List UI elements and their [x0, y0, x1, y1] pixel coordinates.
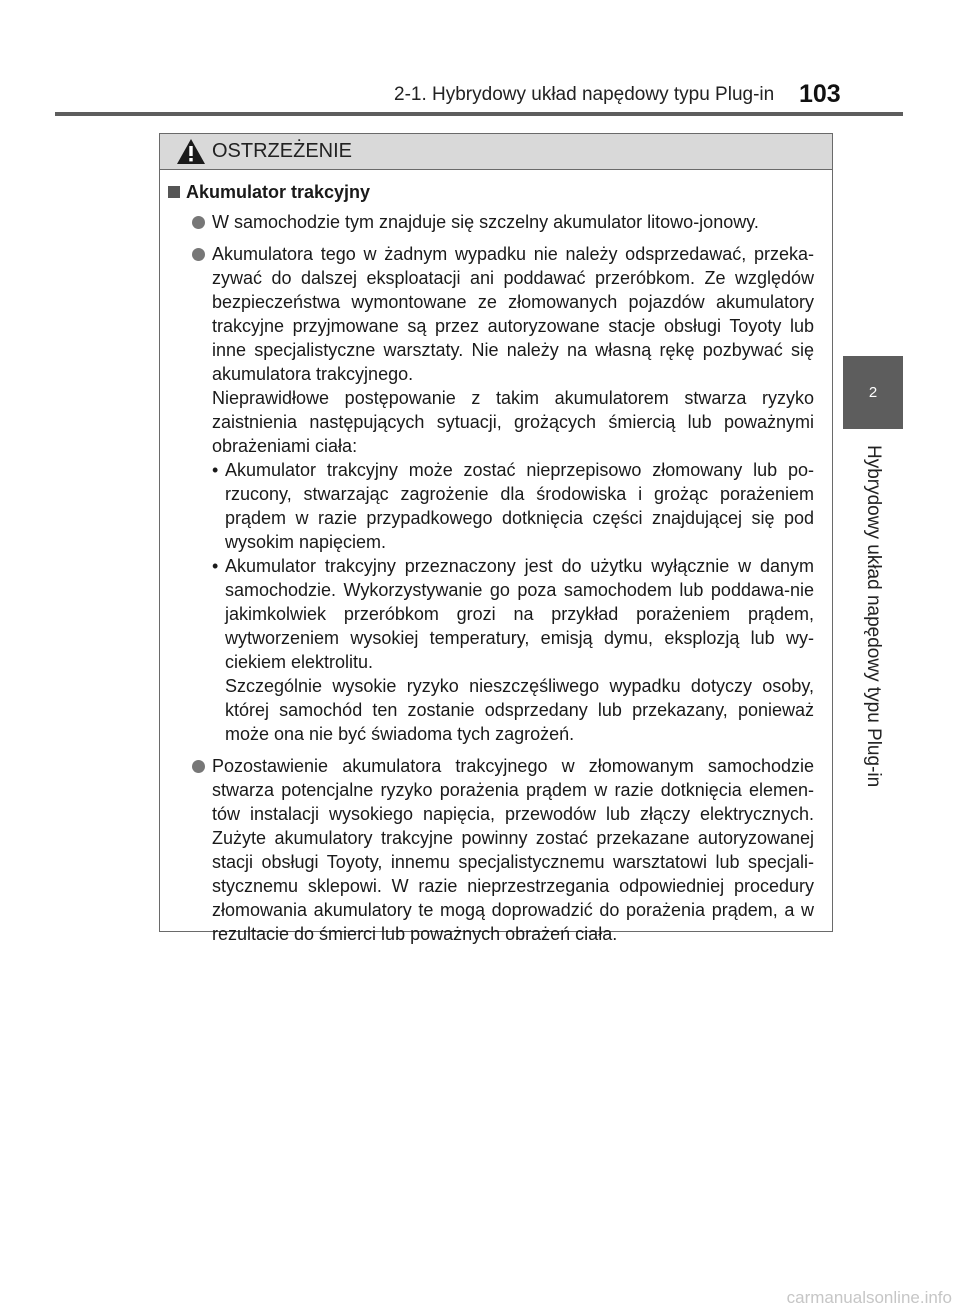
section-title-text: Akumulator trakcyjny [186, 182, 371, 202]
warning-triangle-icon [176, 138, 206, 165]
chapter-side-title: Hybrydowy układ napędowy typu Plug-in [863, 445, 884, 788]
round-bullet-icon [192, 760, 205, 773]
warning-label: OSTRZEŻENIE [212, 140, 353, 162]
watermark: carmanualsonline.info [786, 1288, 952, 1307]
item-text-continued: Nieprawidłowe postępowanie z takim akumulatorem stwarza ryzyko zaistnienia następujących sytuacji, grożących śmiercią lub poważnymi obrażeniami ciała: [212, 388, 814, 456]
item-text: Akumulatora tego w żadnym wypadku nie należy odsprzedawać, przeka-zywać do dalszej eksploatacji ani poddawać przeróbkom. Ze względów bezpieczeństwa wymontowane ze złomowanych pojazdów akumulatory trakcyjne przyjmowane są przez autoryzowane stacje obsługi Toyoty lub inne specjalistyczne warsztaty. Nie należy na własną rękę pozbywać się akumulatora trakcyjnego. [212, 244, 814, 384]
item-text: W samochodzie tym znajduje się szczelny akumulator litowo-jonowy. [212, 212, 759, 232]
square-bullet-icon [168, 186, 180, 198]
section-title [168, 180, 814, 204]
sub-item [212, 458, 814, 554]
warning-header [160, 134, 832, 170]
round-bullet-icon [192, 216, 205, 229]
warning-box [159, 133, 833, 944]
page-header-title: 2-1. Hybrydowy układ napędowy typu Plug-in [394, 84, 775, 105]
header-divider [55, 112, 903, 116]
sub-item-text-continued: Szczególnie wysokie ryzyko nieszczęśliwego wypadku dotyczy osoby, której samochód ten zostanie odsprzedany lub przekazany, ponieważ może ona nie być świadoma tych zagrożeń. [225, 676, 814, 744]
sub-item-text: Akumulator trakcyjny przeznaczony jest do użytku wyłącznie w danym samochodzie. Wykorzystywanie go poza samochodem lub poddawa-nie jakimkolwiek przeróbkom grozi na przykład porażeniem prądem, wytworzeniem wysokiej temperatury, emisją dymu, eksplozją lub wy-ciekiem elektrolitu. [225, 556, 814, 672]
page-number: 103 [799, 80, 841, 108]
round-bullet-icon [192, 248, 205, 261]
sub-item [212, 554, 814, 746]
chapter-number: 2 [868, 384, 878, 401]
list-item [168, 210, 814, 234]
list-item [168, 754, 814, 946]
item-text: Pozostawienie akumulatora trakcyjnego w złomowanym samochodzie stwarza potencjalne ryzyko porażenia prądem w razie dotknięcia elemen-tów instalacji wysokiego napięcia, przewodów lub złączy elektrycznych. Zużyte akumulatory trakcyjne powinny zostać przekazane autoryzowanej stacji obsługi Toyoty, innemu specjalistycznemu warsztatowi lub specjali-stycznemu sklepowi. W razie nieprzestrzegania odpowiedniej procedury złomowania akumulatory te mogą doprowadzić do porażenia prądem, a w rezultacie do śmierci lub poważnych obrażeń ciała. [212, 756, 814, 944]
sub-item-text: Akumulator trakcyjny może zostać nieprzepisowo złomowany lub po-rzucony, stwarzając zagrożenie dla środowiska i grożąc porażeniem prądem w razie przypadkowego dotknięcia części znajdującej się pod wysokim napięciem. [225, 460, 814, 552]
sub-bullet: • [212, 460, 219, 480]
sub-bullet: • [212, 556, 219, 576]
chapter-tab [843, 356, 903, 429]
list-item [168, 242, 814, 746]
warning-content [168, 180, 814, 954]
